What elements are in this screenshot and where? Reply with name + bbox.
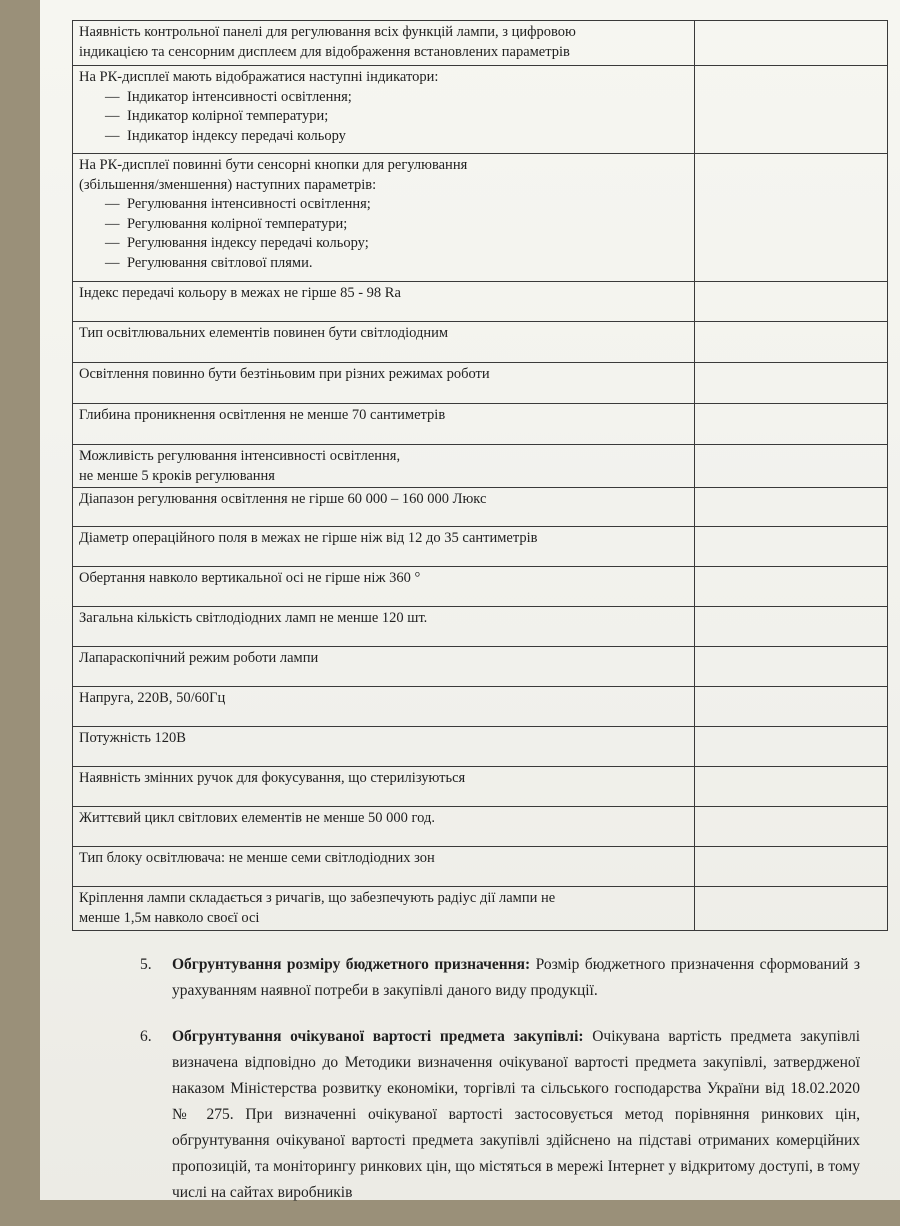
spec-compliance-cell [695, 404, 888, 445]
dash-bullet: — [105, 88, 120, 105]
section-body [172, 952, 860, 1004]
spec-requirement [73, 445, 695, 488]
section-number: 5. [140, 956, 152, 973]
spec-compliance-cell [695, 767, 888, 807]
spec-requirement [73, 282, 695, 322]
dash-bullet: — [105, 196, 120, 213]
spec-compliance-cell [695, 887, 888, 931]
requirement-line: індикацією та сенсорним дисплеєм для відображення встановлених параметрів [79, 43, 570, 60]
spec-requirement [73, 687, 695, 727]
spec-row [73, 488, 888, 527]
spec-compliance-cell [695, 607, 888, 647]
requirement-line: Життєвий цикл світлових елементів не менше 50 000 год. [79, 810, 435, 827]
section-heading: Обгрунтування розміру бюджетного призначення: [172, 956, 531, 973]
spec-compliance-cell [695, 66, 888, 154]
spec-compliance-cell [695, 363, 888, 404]
requirement-list-item [79, 195, 688, 215]
section-number: 6. [140, 1028, 152, 1046]
spec-requirement [73, 488, 695, 527]
requirement-line: Тип освітлювальних елементів повинен бути світлодіодним [79, 325, 449, 341]
requirement-line: (збільшення/зменшення) наступних параметрів: [79, 176, 377, 193]
section-text: Розмір бюджетного призначення сформований з урахуванням наявної потреби в закупівлі даного виду продукції. [172, 956, 861, 1000]
spec-requirement [73, 567, 695, 607]
spec-row [73, 807, 888, 847]
list-item-text: Індикатор колірної температури; [127, 108, 329, 125]
spec-compliance-cell [695, 687, 888, 727]
spec-compliance-cell [695, 21, 888, 66]
spec-requirement [73, 847, 695, 887]
requirement-line: Можливість регулювання інтенсивності освітлення, [79, 448, 401, 464]
spec-row [73, 887, 888, 931]
requirement-line: Загальна кількість світлодіодних ламп не менше 120 шт. [79, 610, 428, 627]
requirement-line: Лапараскопічний режим роботи лампи [79, 650, 319, 667]
spec-compliance-cell [695, 527, 888, 567]
spec-compliance-cell [695, 282, 888, 322]
list-item-text: Індикатор індексу передачі кольору [127, 127, 346, 144]
spec-requirement [73, 404, 695, 445]
dash-bullet: — [105, 127, 120, 144]
requirement-line: Обертання навколо вертикальної осі не гірше ніж 360 ° [79, 570, 421, 587]
spec-compliance-cell [695, 727, 888, 767]
list-item-text: Регулювання індексу передачі кольору; [127, 235, 369, 252]
spec-row [73, 647, 888, 687]
spec-row [73, 687, 888, 727]
requirement-list-item [79, 107, 688, 127]
spec-requirement [73, 647, 695, 687]
requirement-line: Наявність змінних ручок для фокусування, що стерилізуються [79, 770, 466, 787]
requirement-list-item [79, 215, 688, 235]
requirement-line: Напруга, 220В, 50/60Гц [79, 690, 226, 707]
spec-compliance-cell [695, 567, 888, 607]
spec-requirement [73, 607, 695, 647]
dash-bullet: — [105, 215, 120, 232]
spec-row [73, 154, 888, 282]
spec-row [73, 767, 888, 807]
spec-row [73, 607, 888, 647]
numbered-section [140, 952, 860, 1004]
requirement-line: Потужність 120В [79, 730, 186, 747]
spec-compliance-cell [695, 154, 888, 282]
list-item-text: Регулювання колірної температури; [127, 215, 348, 232]
justification-sections [140, 952, 860, 1226]
requirement-line: Індекс передачі кольору в межах не гірше 85 - 98 Ra [79, 285, 401, 301]
requirement-list-item [79, 127, 688, 147]
list-item-text: Індикатор інтенсивності освітлення; [127, 88, 352, 105]
spec-requirement [73, 66, 695, 154]
section-body [172, 1024, 860, 1206]
dash-bullet: — [105, 108, 120, 125]
requirement-line: Тип блоку освітлювача: не менше семи світлодіодних зон [79, 850, 435, 867]
requirement-line: Діапазон регулювання освітлення не гірше 60 000 – 160 000 Люкс [79, 491, 487, 508]
spec-row [73, 322, 888, 363]
requirement-list-item [79, 234, 688, 254]
spec-compliance-cell [695, 647, 888, 687]
spec-compliance-cell [695, 445, 888, 488]
spec-row [73, 727, 888, 767]
requirement-line: На РК-дисплеї мають відображатися наступні індикатори: [79, 69, 439, 85]
section-heading: Обгрунтування очікуваної вартості предмета закупівлі: [172, 1028, 584, 1046]
requirement-line: менше 1,5м навколо своєї осі [79, 909, 260, 926]
spec-requirement [73, 727, 695, 767]
spec-requirement [73, 322, 695, 363]
spec-requirement [73, 887, 695, 931]
dash-bullet: — [105, 254, 120, 271]
spec-requirement [73, 527, 695, 567]
spec-compliance-cell [695, 847, 888, 887]
spec-row [73, 282, 888, 322]
requirement-line: Наявність контрольної панелі для регулювання всіх функцій лампи, з цифровою [79, 24, 576, 40]
spec-row [73, 66, 888, 154]
requirement-line: Глибина проникнення освітлення не менше 70 сантиметрів [79, 407, 446, 423]
requirement-line: Освітлення повинно бути безтіньовим при різних режимах роботи [79, 366, 490, 382]
requirement-line: Кріплення лампи складається з ричагів, що забезпечують радіус дії лампи не [79, 890, 556, 907]
list-item-text: Регулювання світлової плями. [127, 254, 313, 271]
requirement-line: На РК-дисплеї повинні бути сенсорні кнопки для регулювання [79, 157, 468, 173]
spec-requirement [73, 154, 695, 282]
requirement-list-item [79, 254, 688, 274]
spec-requirement [73, 363, 695, 404]
spec-row [73, 404, 888, 445]
dash-bullet: — [105, 235, 120, 252]
numbered-section [140, 1024, 860, 1206]
spec-row [73, 567, 888, 607]
spec-compliance-cell [695, 322, 888, 363]
spec-row [73, 527, 888, 567]
spec-row [73, 363, 888, 404]
list-item-text: Регулювання інтенсивності освітлення; [127, 196, 371, 213]
requirement-line: Діаметр операційного поля в межах не гірше ніж від 12 до 35 сантиметрів [79, 530, 538, 547]
requirement-list-item [79, 88, 688, 108]
spec-requirement [73, 21, 695, 66]
requirement-line: не менше 5 кроків регулювання [79, 467, 275, 484]
section-text: Очікувана вартість предмета закупівлі визначена відповідно до Методики визначення очікуваної вартості предмета закупівлі, затвердженої наказом Міністерства розвитку економіки, торгівлі та сільського господарства України від 18.02.2020 № 275. При визначенні очікуваної вартості застосовується метод порівняння ринкових цін, обгрунтування очікуваної вартості предмета закупівлі здійснено на підставі отриманих комерційних пропозицій, та моніторингу ринкових цін, що містяться в мережі Інтернет у відкритому доступі, в тому числі на сайтах виробників [172, 1028, 861, 1202]
specification-table [72, 20, 888, 931]
spec-row [73, 847, 888, 887]
spec-compliance-cell [695, 488, 888, 527]
spec-row [73, 21, 888, 66]
spec-requirement [73, 807, 695, 847]
spec-compliance-cell [695, 807, 888, 847]
spec-requirement [73, 767, 695, 807]
spec-row [73, 445, 888, 488]
